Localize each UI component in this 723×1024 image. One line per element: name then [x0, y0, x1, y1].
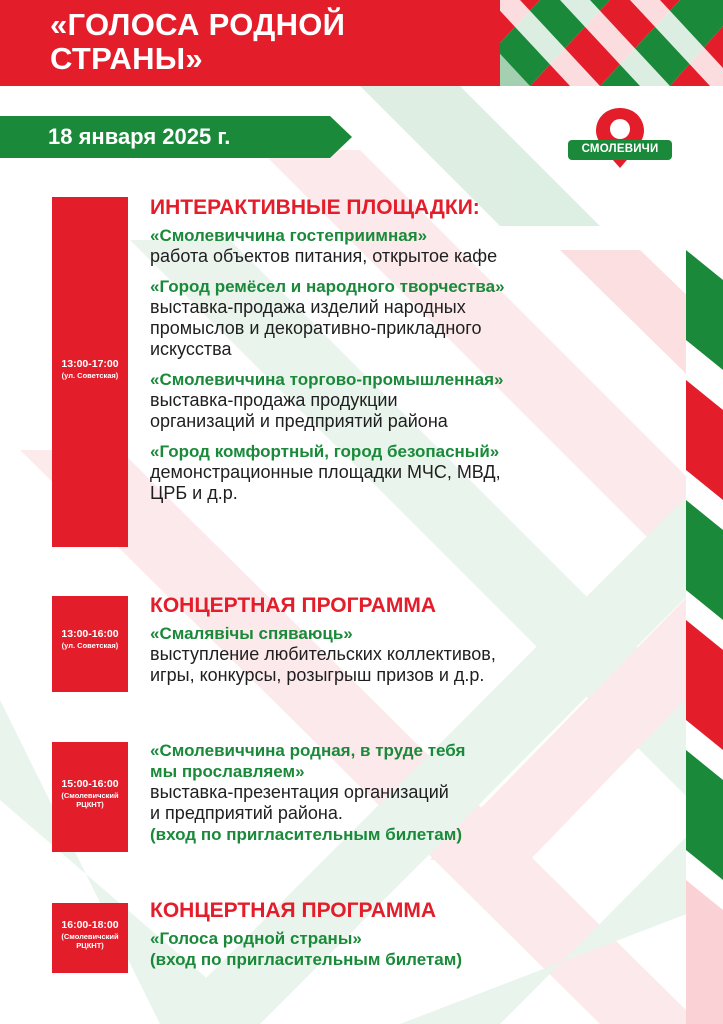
- title-line-1: «ГОЛОСА РОДНОЙ: [50, 7, 346, 42]
- list-item: [150, 740, 670, 845]
- time-badge: [52, 742, 128, 852]
- section-heading: ИНТЕРАКТИВНЫЕ ПЛОЩАДКИ:: [150, 196, 480, 219]
- item-note: (вход по пригласительным билетам): [150, 950, 463, 969]
- time-range: 13:00-17:00: [61, 358, 119, 370]
- list-item: [150, 441, 670, 504]
- list-item: [150, 623, 670, 686]
- item-description: выставка-продажа продукции организаций и предприятий района: [150, 390, 448, 431]
- item-title: «Смалявічы спяваюць»: [150, 624, 353, 643]
- item-note: (вход по пригласительным билетам): [150, 825, 463, 844]
- time-location: (ул. Советская): [61, 371, 119, 380]
- title-line-2: СТРАНЫ»: [50, 41, 203, 76]
- time-location: (Смолевичский РЦКНТ): [61, 791, 119, 809]
- logo-text: СМОЛЕВИЧИ: [581, 143, 659, 155]
- schedule-block: [150, 740, 670, 854]
- time-badge: [52, 903, 128, 973]
- time-range: 16:00-18:00: [61, 919, 119, 931]
- list-item: [150, 369, 670, 432]
- item-title: «Город комфортный, город безопасный»: [150, 442, 500, 461]
- schedule-block: [150, 594, 670, 695]
- item-title: «Смолевиччина родная, в труде тебя мы прославляем»: [150, 741, 466, 781]
- item-title: «Смолевиччина гостеприимная»: [150, 226, 428, 245]
- time-badge: [52, 596, 128, 692]
- list-item: [150, 928, 670, 970]
- list-item: [150, 276, 670, 360]
- time-location: (ул. Советская): [61, 641, 119, 650]
- poster-title: [50, 8, 470, 76]
- time-range: 13:00-16:00: [61, 628, 119, 640]
- item-description: работа объектов питания, открытое кафе: [150, 246, 498, 266]
- location-pin-icon: [564, 104, 676, 174]
- item-description: выставка-продажа изделий народных промыслов и декоративно-прикладного искусства: [150, 297, 482, 359]
- time-range: 15:00-16:00: [61, 778, 119, 790]
- event-date: 18 января 2025 г.: [48, 124, 231, 149]
- schedule-block: [150, 196, 670, 513]
- item-description: выставка-презентация организаций и предприятий района.: [150, 782, 449, 823]
- item-title: «Смолевиччина торгово-промышленная»: [150, 370, 504, 389]
- time-location: (Смолевичский РЦКНТ): [61, 932, 119, 950]
- item-title: «Голоса родной страны»: [150, 929, 362, 948]
- item-title: «Город ремёсел и народного творчества»: [150, 277, 505, 296]
- schedule-block: [150, 899, 670, 979]
- item-description: демонстрационные площадки МЧС, МВД, ЦРБ и д.р.: [150, 462, 501, 503]
- section-heading: КОНЦЕРТНАЯ ПРОГРАММА: [150, 594, 437, 617]
- time-badge: [52, 197, 128, 547]
- list-item: [150, 225, 670, 267]
- item-description: выступление любительских коллективов, игры, конкурсы, розыгрыш призов и д.р.: [150, 644, 496, 685]
- section-heading: КОНЦЕРТНАЯ ПРОГРАММА: [150, 899, 437, 922]
